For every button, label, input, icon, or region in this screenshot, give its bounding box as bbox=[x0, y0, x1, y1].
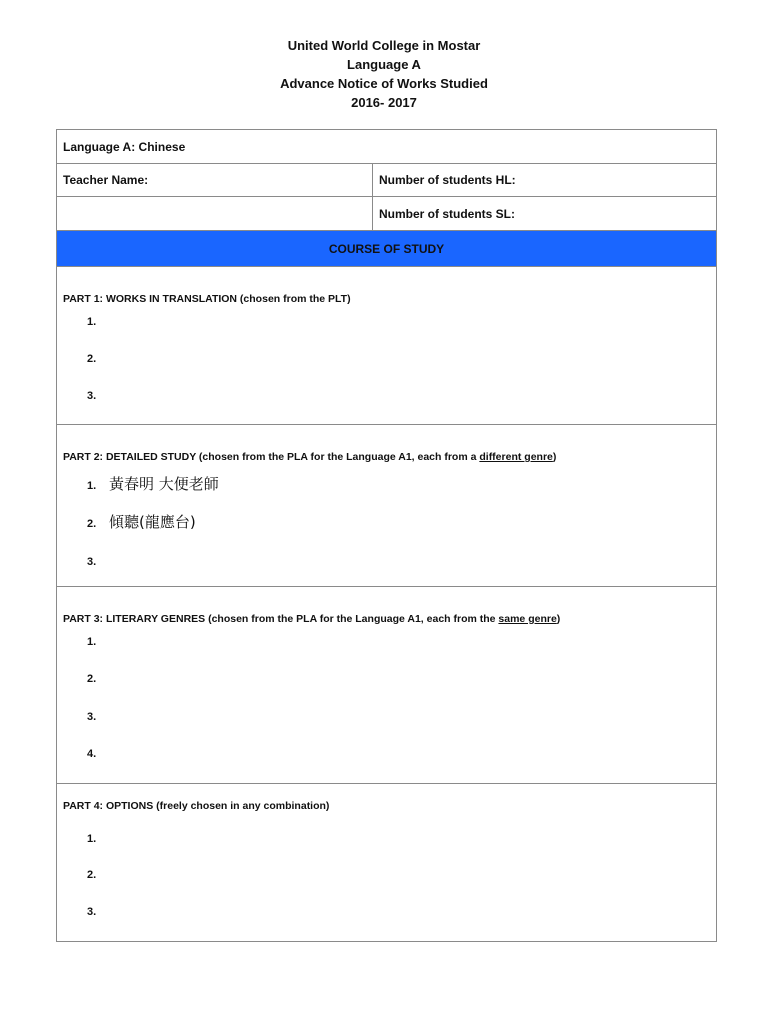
part2-title: PART 2: DETAILED STUDY (chosen from the PLA for the Language A1, each from a different genre) bbox=[63, 451, 557, 463]
work-title: 傾聽(龍應台) bbox=[109, 513, 196, 531]
part1-item-1[interactable]: 1. bbox=[87, 316, 97, 328]
part1-section bbox=[57, 267, 716, 425]
teacher-row bbox=[57, 164, 716, 197]
same-genre-emphasis: same genre bbox=[498, 613, 557, 625]
works-studied-form bbox=[56, 129, 717, 942]
part2-item-1[interactable]: 1. 黃春明 大便老師 bbox=[87, 475, 219, 493]
document-header bbox=[0, 36, 768, 112]
course-of-study-banner bbox=[57, 231, 716, 267]
teacher-name-value-field[interactable] bbox=[57, 197, 373, 230]
part2-section bbox=[57, 425, 716, 587]
course-of-study-label: COURSE OF STUDY bbox=[328, 241, 445, 256]
different-genre-emphasis: different genre bbox=[479, 451, 553, 463]
students-sl-field[interactable]: Number of students SL: bbox=[379, 206, 516, 221]
part4-title: PART 4: OPTIONS (freely chosen in any combination) bbox=[63, 800, 330, 812]
part4-item-1[interactable]: 1. bbox=[87, 833, 97, 845]
part1-item-3[interactable]: 3. bbox=[87, 390, 97, 402]
part4-section bbox=[57, 784, 716, 941]
school-name: United World College in Mostar bbox=[287, 38, 481, 53]
part2-item-2[interactable]: 2. 傾聽(龍應台) bbox=[87, 513, 196, 531]
part1-title: PART 1: WORKS IN TRANSLATION (chosen from the PLT) bbox=[63, 293, 351, 305]
teacher-name-field[interactable]: Teacher Name: bbox=[57, 164, 373, 196]
students-hl-field[interactable]: Number of students HL: bbox=[379, 173, 516, 187]
academic-year: 2016- 2017 bbox=[351, 95, 417, 110]
part3-title: PART 3: LITERARY GENRES (chosen from the PLA for the Language A1, each from the same genre) bbox=[63, 613, 561, 625]
document-title: Advance Notice of Works Studied bbox=[280, 76, 488, 91]
part3-item-3[interactable]: 3. bbox=[87, 711, 97, 723]
part4-item-3[interactable]: 3. bbox=[87, 906, 97, 918]
part3-item-1[interactable]: 1. bbox=[87, 636, 97, 648]
language-row bbox=[57, 130, 716, 164]
part3-section bbox=[57, 587, 716, 784]
sl-row bbox=[57, 197, 716, 231]
part4-item-2[interactable]: 2. bbox=[87, 869, 97, 881]
part3-item-2[interactable]: 2. bbox=[87, 673, 97, 685]
part2-item-3[interactable]: 3. bbox=[87, 556, 97, 568]
work-title: 黃春明 大便老師 bbox=[109, 475, 219, 493]
part3-item-4[interactable]: 4. bbox=[87, 748, 97, 760]
part1-item-2[interactable]: 2. bbox=[87, 353, 97, 365]
language-field[interactable]: Language A: Chinese bbox=[63, 139, 186, 154]
subject-name: Language A bbox=[347, 57, 421, 72]
